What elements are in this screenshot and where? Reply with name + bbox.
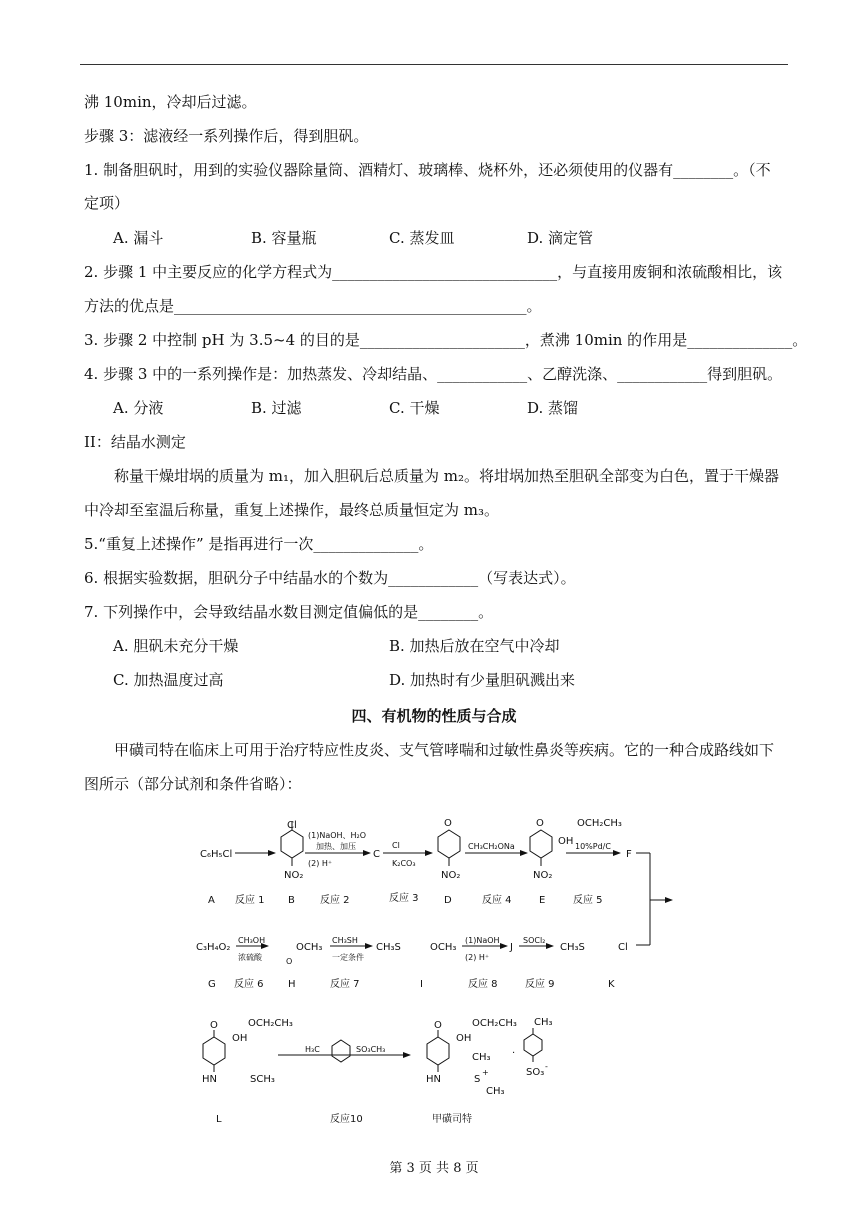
oh-label: OH xyxy=(232,1033,248,1044)
cl-label: Cl xyxy=(618,942,628,953)
compound-label: D xyxy=(444,895,452,906)
paragraph: 图所示（部分试剂和条件省略）： xyxy=(84,775,302,793)
reaction-label: 反应 5 xyxy=(573,895,603,906)
choice-b: B. 容量瓶 xyxy=(251,229,317,247)
hn-label: HN xyxy=(202,1074,217,1085)
question-2: 2. 步骤 1 中主要反应的化学方程式为______________________________，与直接用废铜和浓硫酸相比，该 xyxy=(84,263,783,281)
hn-label: HN xyxy=(426,1074,441,1085)
substituent: OCH₂CH₃ xyxy=(248,1018,293,1029)
question-4: 4. 步骤 3 中的一系列操作是：加热蒸发、冷却结晶、____________、乙醇洗涤、____________得到胆矾。 xyxy=(84,365,783,383)
oh-label: OH xyxy=(558,836,574,847)
question-2-cont: 方法的优点是_______________________________________________。 xyxy=(84,297,542,315)
choice-b: B. 过滤 xyxy=(251,399,302,417)
no2-label: NO₂ xyxy=(441,870,461,881)
condition: CH₃OH xyxy=(238,936,266,945)
substituent: OCH₂CH₃ xyxy=(577,818,622,829)
reaction-label: 反应 7 xyxy=(330,979,360,990)
condition: 浓硫酸 xyxy=(238,953,262,962)
compound-label: B xyxy=(288,895,295,906)
o-label: O xyxy=(444,818,452,829)
reaction-label: 反应 2 xyxy=(320,895,350,906)
condition: 10%Pd/C xyxy=(575,842,611,851)
ch3s-label: CH₃S xyxy=(560,942,585,953)
question-3: 3. 步骤 2 中控制 pH 为 3.5~4 的目的是______________________，煮沸 10min 的作用是______________。 xyxy=(84,331,808,349)
compound-label: K xyxy=(608,979,615,990)
condition: CH₃CH₂ONa xyxy=(468,842,515,851)
compound-j: J xyxy=(510,942,513,953)
question-6: 6. 根据实验数据，胆矾分子中结晶水的个数为____________（写表达式）。 xyxy=(84,569,576,587)
condition: CH₃SH xyxy=(332,936,358,945)
page-footer: 第 3 页 共 8 页 xyxy=(389,1161,479,1176)
choice-c: C. 干燥 xyxy=(389,399,440,417)
o-label: O xyxy=(286,957,293,966)
condition: 加热、加压 xyxy=(316,842,356,851)
sch3-label: SCH₃ xyxy=(250,1074,275,1085)
question-7: 7. 下列操作中，会导致结晶水数目测定值偏低的是________。 xyxy=(84,603,494,621)
compound-label: H xyxy=(288,979,296,990)
compound-label: E xyxy=(539,895,546,906)
o-label: O xyxy=(434,1020,442,1031)
choice-c: C. 蒸发皿 xyxy=(389,229,455,247)
choice-a: A. 胆矾未充分干燥 xyxy=(113,637,239,655)
reagent: H₃C xyxy=(305,1045,320,1054)
compound-label: G xyxy=(208,979,216,990)
reaction-label: 反应 8 xyxy=(468,979,498,990)
section-title: II：结晶水测定 xyxy=(84,433,186,451)
compound-g: C₃H₄O₂ xyxy=(196,942,231,953)
text-line: 沸 10min，冷却后过滤。 xyxy=(84,93,257,111)
compound-label: A xyxy=(208,895,215,906)
reaction-label: 反应 3 xyxy=(389,893,419,904)
ch3-label: CH₃ xyxy=(472,1052,491,1063)
so3-label: SO₃ xyxy=(526,1067,545,1078)
condition: 一定条件 xyxy=(332,953,364,962)
compound-label: I xyxy=(420,979,423,990)
cl-label: Cl xyxy=(287,820,297,831)
reagent: SO₃CH₃ xyxy=(356,1045,386,1054)
ch3-label: CH₃ xyxy=(534,1017,553,1028)
oh-label: OH xyxy=(456,1033,472,1044)
paragraph: 甲磺司特在临床上可用于治疗特应性皮炎、支气管哮喘和过敏性鼻炎等疾病。它的一种合成路线如下 xyxy=(84,741,775,759)
ch3-label: CH₃ xyxy=(486,1086,505,1097)
condition: (1)NaOH、H₂O xyxy=(308,831,367,840)
reaction-label: 反应10 xyxy=(330,1114,363,1125)
no2-label: NO₂ xyxy=(533,870,553,881)
section-heading: 四、有机物的性质与合成 xyxy=(351,707,517,725)
dot: · xyxy=(512,1048,516,1059)
reaction-label: 反应 4 xyxy=(482,895,512,906)
choice-d: D. 蒸馏 xyxy=(527,399,579,417)
condition: SOCl₂ xyxy=(523,936,546,945)
charge: + xyxy=(482,1068,489,1077)
choice-a: A. 分液 xyxy=(113,399,164,417)
choice-b: B. 加热后放在空气中冷却 xyxy=(389,637,560,655)
condition: (1)NaOH xyxy=(465,936,500,945)
paragraph: 中冷却至室温后称量，重复上述操作，最终总质量恒定为 m₃。 xyxy=(84,501,500,519)
reaction-label: 反应 6 xyxy=(234,979,264,990)
question-1: 1. 制备胆矾时，用到的实验仪器除量筒、酒精灯、玻璃棒、烧杯外，还必须使用的仪器有________。（不 xyxy=(84,161,771,179)
question-1-cont: 定项） xyxy=(84,194,130,212)
compound-c: C xyxy=(373,849,380,860)
choice-d: D. 滴定管 xyxy=(527,229,594,247)
compound-label: 甲磺司特 xyxy=(432,1114,472,1125)
och3-label: OCH₃ xyxy=(430,942,457,953)
choice-a: A. 漏斗 xyxy=(113,229,164,247)
choice-c: C. 加热温度过高 xyxy=(113,671,224,689)
text-line: 步骤 3：滤液经一系列操作后，得到胆矾。 xyxy=(84,127,369,145)
reagent: Cl xyxy=(392,841,400,850)
compound-a: C₆H₅Cl xyxy=(200,849,233,860)
och3-label: OCH₃ xyxy=(296,942,323,953)
compound-label: L xyxy=(216,1114,222,1125)
charge: - xyxy=(545,1062,548,1071)
question-5: 5.“重复上述操作” 是指再进行一次______________。 xyxy=(84,535,434,553)
condition: (2) H⁺ xyxy=(308,859,333,868)
substituent: OCH₂CH₃ xyxy=(472,1018,517,1029)
no2-label: NO₂ xyxy=(284,870,304,881)
paragraph: 称量干燥坩埚的质量为 m₁，加入胆矾后总质量为 m₂。将坩埚加热至胆矾全部变为白色，置于干燥器 xyxy=(84,467,780,485)
reaction-label: 反应 1 xyxy=(235,895,265,906)
condition: K₂CO₃ xyxy=(392,859,416,868)
condition: (2) H⁺ xyxy=(465,953,490,962)
choice-d: D. 加热时有少量胆矾溅出来 xyxy=(389,671,576,689)
o-label: O xyxy=(210,1020,218,1031)
s-label: S xyxy=(474,1074,481,1085)
reaction-label: 反应 9 xyxy=(525,979,555,990)
o-label: O xyxy=(536,818,544,829)
compound-f: F xyxy=(626,849,632,860)
ch3s-label: CH₃S xyxy=(376,942,401,953)
